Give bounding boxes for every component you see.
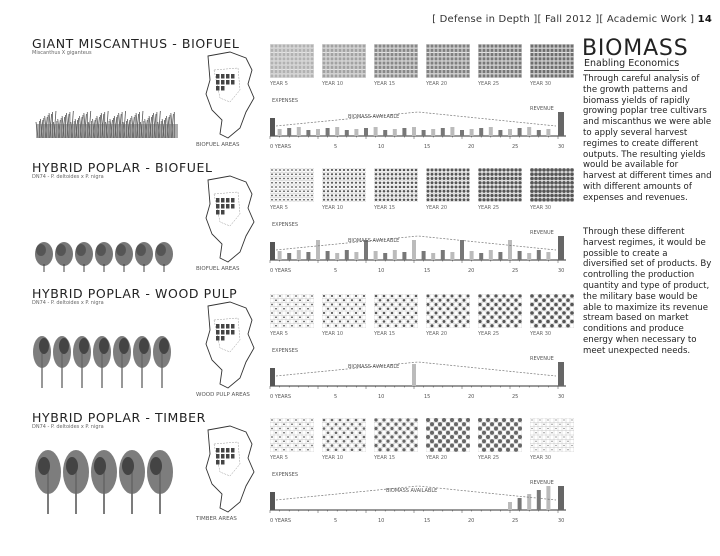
axis-tick-label: 15 [424,394,431,400]
site-map [200,174,258,266]
site-map [200,424,258,516]
year-label: YEAR 15 [374,205,396,211]
axis-tick-label: 20 [468,394,475,400]
growth-grid [374,168,418,202]
year-label: YEAR 10 [322,455,344,461]
year-label: YEAR 20 [426,81,448,87]
revenue-label: REVENUE [530,356,554,362]
year-label: YEAR 20 [426,455,448,461]
section-title: GIANT MISCANTHUS - BIOFUEL [32,36,240,51]
axis-tick-label: 15 [424,144,431,150]
growth-grid [426,168,470,202]
growth-grid [426,44,470,78]
axis-tick-label: 20 [468,144,475,150]
year-label: YEAR 25 [478,81,500,87]
year-label: YEAR 15 [374,455,396,461]
expenses-label: EXPENSES [272,472,299,478]
year-label: YEAR 30 [530,205,552,211]
axis-tick-label: 25 [512,518,519,524]
year-label: YEAR 25 [478,331,500,337]
growth-grid [478,418,522,452]
expense-bar [270,492,275,510]
growth-grid [426,294,470,328]
growth-grid [478,168,522,202]
axis-tick-label: 20 [468,518,475,524]
site-map [200,50,258,142]
axis-tick-label: 5 [334,518,338,524]
sidebar-paragraph-1: Through careful analysis of the growth patterns and biomass yields of rapidly growing poplar tree cultivars and miscanthus we were able to apply several harvest regimes to create different outputs. The resulting yields would be available for harvest at different times and with different amounts of expenses and revenues. [583,74,712,203]
axis-tick-label: 25 [512,268,519,274]
growth-grid [478,294,522,328]
growth-grid [374,44,418,78]
axis-tick-label: 25 [512,144,519,150]
axis-tick-label: 5 [334,268,338,274]
axis-tick-label: 30 [558,394,565,400]
area-label: BIOFUEL AREAS [196,266,240,272]
biomass-available-label: BIOMASS AVAILABLE [348,238,400,244]
axis-tick-label: 15 [424,268,431,274]
expense-bar [270,242,275,260]
section-subtitle: DN74 - P. deltoides x P. nigra [32,174,104,180]
sidebar-title: BIOMASS [582,36,689,61]
plant-illustration [32,330,182,390]
sidebar-subtitle: Enabling Economics [584,58,680,69]
axis-tick-label: 5 [334,144,338,150]
expenses-label: EXPENSES [272,222,299,228]
axis-tick-label: 30 [558,268,565,274]
section-title: HYBRID POPLAR - WOOD PULP [32,286,238,301]
growth-grid [322,44,366,78]
growth-grid [322,418,366,452]
revenue-label: REVENUE [530,480,554,486]
growth-grid [530,418,574,452]
revenue-bar [558,486,564,510]
growth-grid [530,168,574,202]
biomass-available-label: BIOMASS AVAILABLE [348,364,400,370]
growth-grid [478,44,522,78]
growth-grid [530,294,574,328]
header-text: [ Defense in Depth ][ Fall 2012 ][ Academic Work ] [432,14,695,25]
axis-tick-label: 10 [378,518,385,524]
growth-grid [322,294,366,328]
axis-tick-label: 5 [334,394,338,400]
section-subtitle: DN74 - P. deltoides x P. nigra [32,424,104,430]
section-title: HYBRID POPLAR - BIOFUEL [32,160,213,175]
expenses-label: EXPENSES [272,98,299,104]
page-header [432,14,712,25]
growth-grid [374,294,418,328]
revenue-bar [558,112,564,136]
year-label: YEAR 30 [530,331,552,337]
growth-grid [270,44,314,78]
year-label: YEAR 15 [374,331,396,337]
plant-illustration [32,446,182,516]
harvest-timeline [268,216,568,266]
growth-grid [374,418,418,452]
year-label: YEAR 25 [478,205,500,211]
axis-tick-label: 10 [378,268,385,274]
axis-tick-label: 20 [468,268,475,274]
axis-tick-label: 30 [558,144,565,150]
harvest-timeline [268,342,568,392]
area-label: BIOFUEL AREAS [196,142,240,148]
plant-illustration [32,236,182,276]
revenue-label: REVENUE [530,106,554,112]
year-label: YEAR 10 [322,81,344,87]
sidebar-paragraph-2: Through these different harvest regimes, it would be possible to create a diversified set of products. By controlling the production quantity and type of product, the military base would be able to maximize its revenue stream based on market conditions and produce energy when necessary to meet unexpected needs. [583,227,712,356]
revenue-label: REVENUE [530,230,554,236]
expense-bar [270,118,275,136]
year-label: YEAR 20 [426,331,448,337]
axis-tick-label: 10 [378,144,385,150]
growth-grid [322,168,366,202]
year-label: YEAR 10 [322,331,344,337]
axis-tick-label: 10 [378,394,385,400]
year-label: YEAR 20 [426,205,448,211]
year-label: YEAR 25 [478,455,500,461]
year-label: YEAR 5 [270,331,288,337]
growth-grid [426,418,470,452]
axis-tick-label: 0 YEARS [270,394,292,400]
year-label: YEAR 10 [322,205,344,211]
year-label: YEAR 5 [270,81,288,87]
axis-tick-label: 0 YEARS [270,518,292,524]
growth-grid [270,418,314,452]
area-label: TIMBER AREAS [196,516,237,522]
harvest-timeline [268,92,568,142]
year-label: YEAR 5 [270,205,288,211]
axis-tick-label: 30 [558,518,565,524]
expenses-label: EXPENSES [272,348,299,354]
growth-grid [270,168,314,202]
year-label: YEAR 30 [530,455,552,461]
year-label: YEAR 5 [270,455,288,461]
axis-tick-label: 0 YEARS [270,144,292,150]
biomass-available-label: BIOMASS AVAILABLE [386,488,438,494]
expense-bar [270,368,275,386]
growth-grid [530,44,574,78]
revenue-bar [558,362,564,386]
section-subtitle: Miscanthus X giganteus [32,50,92,56]
axis-tick-label: 15 [424,518,431,524]
plant-illustration [32,100,182,140]
growth-grid [270,294,314,328]
biomass-available-label: BIOMASS AVAILABLE [348,114,400,120]
year-label: YEAR 30 [530,81,552,87]
area-label: WOOD PULP AREAS [196,392,250,398]
axis-tick-label: 0 YEARS [270,268,292,274]
axis-tick-label: 25 [512,394,519,400]
section-subtitle: DN74 - P. deltoides x P. nigra [32,300,104,306]
revenue-bar [558,236,564,260]
page-number: 14 [697,14,712,25]
section-title: HYBRID POPLAR - TIMBER [32,410,206,425]
year-label: YEAR 15 [374,81,396,87]
site-map [200,300,258,392]
